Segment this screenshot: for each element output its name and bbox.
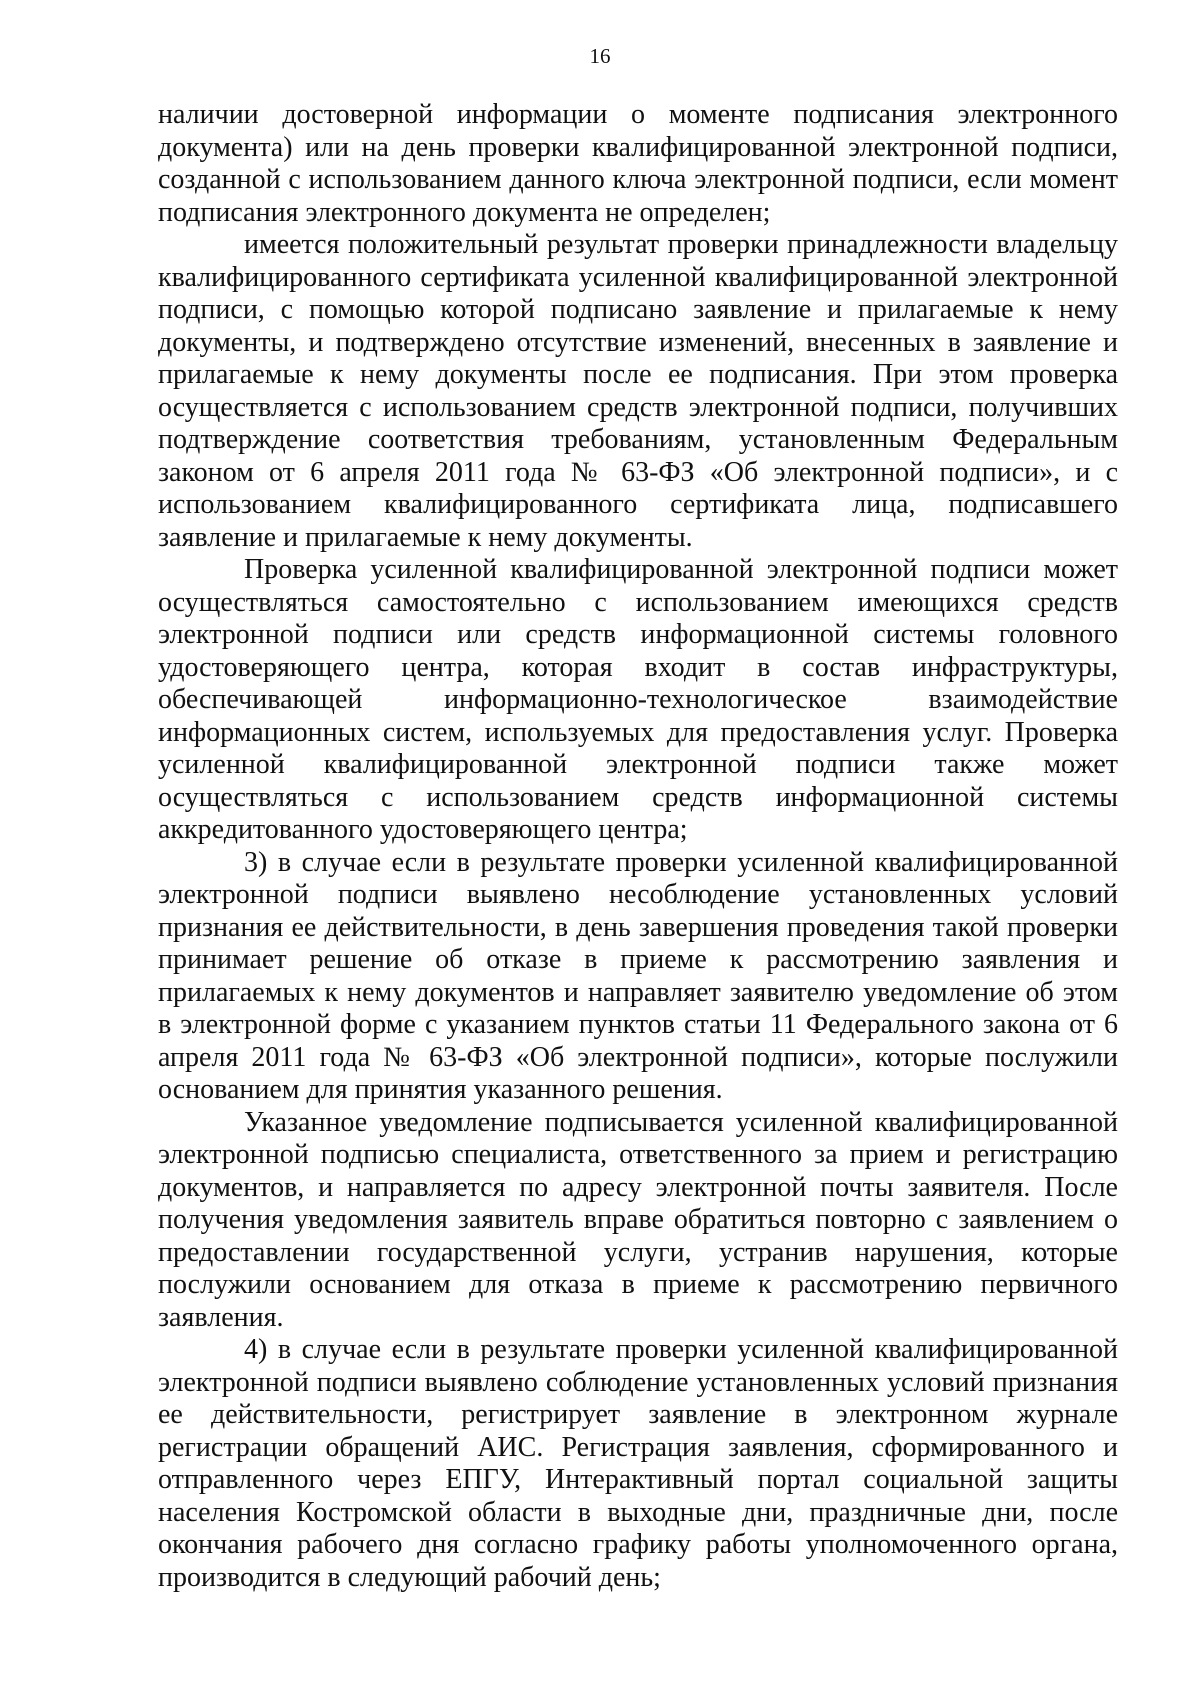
page-number: 16 [589,44,611,68]
paragraph-continuation: наличии достоверной информации о моменте подписания электронного документа) или на день проверки квалифицированной электронной подписи, созданной с использованием данного ключа электронной подписи, если момент подписания электронного документа не определен; [158,99,1118,228]
paragraph-notification: Указанное уведомление подписывается усиленной квалифицированной электронной подписью специалиста, ответственного за прием и регистрацию документов, и направляется по адресу электронной почты заявителя. После получения уведомления заявитель вправе обратиться повторно с заявлением о предоставлении государственной услуги, устранив нарушения, которые послужили основанием для отказа в приеме к рассмотрению первичного заявления. [158,1106,1118,1333]
paragraph-item-3: 3) в случае если в результате проверки усиленной квалифицированной электронной подписи выявлено несоблюдение установленных условий признания ее действительности, в день завершения проведения такой проверки принимает решение об отказе в приеме к рассмотрению заявления и прилагаемых к нему документов и направляет заявителю уведомление об этом в электронной форме с указанием пунктов статьи 11 Федерального закона от 6 апреля 2011 года № 63-ФЗ «Об электронной подписи», которые послужили основанием для принятия указанного решения. [158,846,1118,1105]
document-body [158,99,1118,1594]
paragraph-signature-verification: имеется положительный результат проверки принадлежности владельцу квалифицированного сертификата усиленной квалифицированной электронной подписи, с помощью которой подписано заявление и прилагаемые к нему документы, и подтверждено отсутствие изменений, внесенных в заявление и прилагаемые к нему документы после ее подписания. При этом проверка осуществляется с использованием средств электронной подписи, получивших подтверждение соответствия требованиям, установленным Федеральным законом от 6 апреля 2011 года № 63-ФЗ «Об электронной подписи», и с использованием квалифицированного сертификата лица, подписавшего заявление и прилагаемые к нему документы. [158,229,1118,553]
paragraph-item-4: 4) в случае если в результате проверки усиленной квалифицированной электронной подписи выявлено соблюдение установленных условий признания ее действительности, регистрирует заявление в электронном журнале регистрации обращений АИС. Регистрация заявления, сформированного и отправленного через ЕПГУ, Интерактивный портал социальной защиты населения Костромской области в выходные дни, праздничные дни, после окончания рабочего дня согласно графику работы уполномоченного органа, производится в следующий рабочий день; [158,1334,1118,1593]
paragraph-verification-means: Проверка усиленной квалифицированной электронной подписи может осуществляться самостоятельно с использованием имеющихся средств электронной подписи или средств информационной системы головного удостоверяющего центра, которая входит в состав инфраструктуры, обеспечивающей информационно-технологическое взаимодействие информационных систем, используемых для предоставления услуг. Проверка усиленной квалифицированной электронной подписи также может осуществляться с использованием средств информационной системы аккредитованного удостоверяющего центра; [158,554,1118,845]
